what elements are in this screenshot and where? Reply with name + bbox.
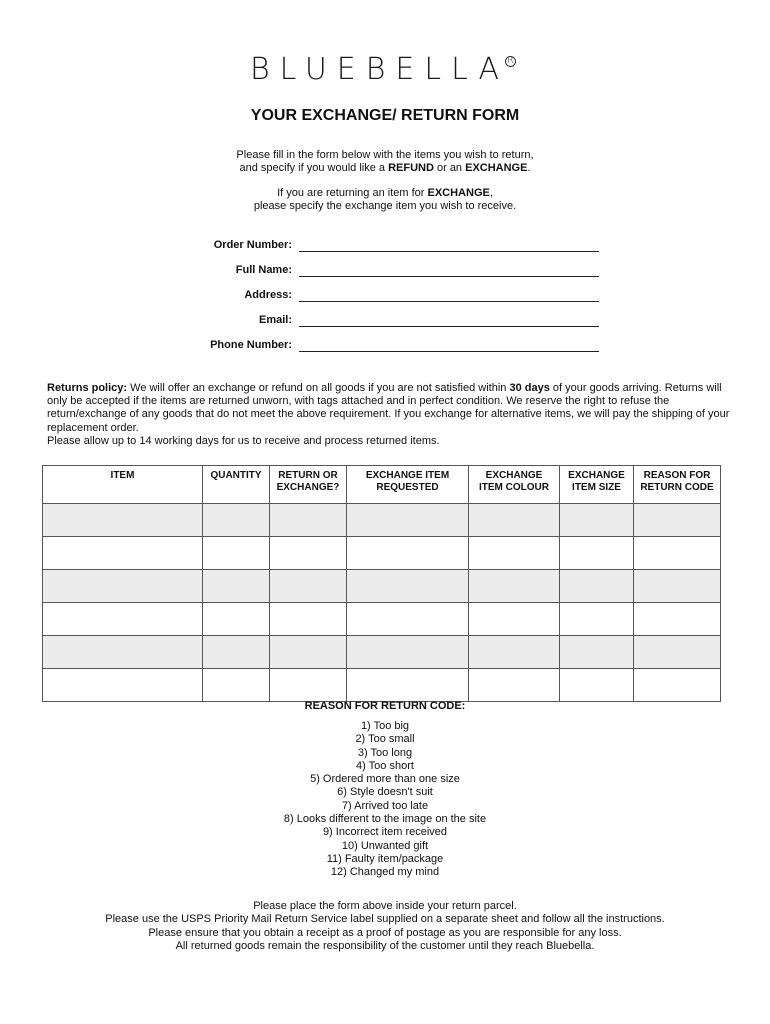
email-label: Email: — [258, 314, 292, 326]
intro-paragraph-2 — [0, 187, 770, 213]
phone-number-row — [0, 338, 770, 356]
order-number-field[interactable] — [299, 251, 599, 252]
address-label: Address: — [244, 289, 292, 301]
table-cell[interactable] — [469, 669, 560, 702]
list-item: 12) Changed my mind — [330, 866, 440, 879]
list-item: 6) Style doesn't suit — [337, 786, 433, 799]
email-field[interactable] — [299, 326, 599, 327]
table-cell[interactable] — [203, 669, 270, 702]
table-cell[interactable] — [469, 504, 560, 537]
table-cell[interactable] — [270, 504, 347, 537]
table-cell[interactable] — [560, 570, 634, 603]
list-item: 4) Too short — [356, 759, 414, 772]
table-row — [43, 537, 721, 570]
full-name-row — [0, 263, 770, 281]
order-number-row — [0, 238, 770, 256]
processing-time-note: Please allow up to 14 working days for us to receive and process returned items. — [47, 434, 440, 447]
footer-line: Please place the form above inside your return parcel. — [253, 900, 517, 912]
table-row — [43, 669, 721, 702]
table-cell[interactable] — [203, 603, 270, 636]
registered-mark-icon: R — [505, 56, 516, 67]
table-cell[interactable] — [270, 570, 347, 603]
table-cell[interactable] — [634, 603, 721, 636]
table-row — [43, 603, 721, 636]
table-header-row — [43, 466, 721, 504]
column-header-exchange-colour: EXCHANGE ITEM COLOUR — [469, 466, 560, 504]
table-cell[interactable] — [270, 669, 347, 702]
table-cell[interactable] — [560, 537, 634, 570]
list-item: 8) Looks different to the image on the site — [283, 813, 487, 826]
table-cell[interactable] — [347, 603, 469, 636]
address-row — [0, 288, 770, 306]
intro-line-3: If you are returning an item for EXCHANGE, — [277, 187, 493, 199]
table-cell[interactable] — [43, 504, 203, 537]
list-item: 11) Faulty item/package — [326, 852, 444, 865]
table-row — [43, 636, 721, 669]
phone-number-label: Phone Number: — [210, 339, 292, 351]
table-cell[interactable] — [560, 504, 634, 537]
footer-line: Please use the USPS Priority Mail Return Service label supplied on a separate sheet and follow all the instructions. — [105, 913, 665, 926]
table-cell[interactable] — [43, 537, 203, 570]
table-cell[interactable] — [560, 669, 634, 702]
footer-line: Please ensure that you obtain a receipt as a proof of postage as you are responsible for any loss. — [148, 926, 622, 939]
column-header-reason-code: REASON FOR RETURN CODE — [634, 466, 721, 504]
intro-line-2: and specify if you would like a REFUND or an EXCHANGE. — [239, 162, 531, 174]
table-row — [43, 570, 721, 603]
table-cell[interactable] — [347, 537, 469, 570]
intro-line-1: Please fill in the form below with the items you wish to return, — [236, 149, 534, 161]
reason-codes-title: REASON FOR RETURN CODE: — [304, 700, 466, 712]
table-cell[interactable] — [347, 636, 469, 669]
footer-line: All returned goods remain the responsibility of the customer until they reach Bluebella. — [175, 940, 595, 953]
table-cell[interactable] — [634, 537, 721, 570]
intro-paragraph-1 — [0, 149, 770, 175]
list-item: 5) Ordered more than one size — [310, 773, 460, 786]
table-cell[interactable] — [203, 537, 270, 570]
table-cell[interactable] — [43, 570, 203, 603]
table-cell[interactable] — [270, 537, 347, 570]
intro-line-4: please specify the exchange item you wish to receive. — [253, 200, 517, 212]
table-cell[interactable] — [469, 603, 560, 636]
full-name-field[interactable] — [299, 276, 599, 277]
returns-policy-heading: Returns policy: — [47, 382, 128, 394]
list-item: 1) Too big — [360, 720, 410, 732]
table-cell[interactable] — [634, 570, 721, 603]
list-item: 3) Too long — [357, 746, 413, 759]
order-number-label: Order Number: — [213, 239, 292, 251]
table-cell[interactable] — [469, 636, 560, 669]
brand-name: BLUEBELLA — [249, 52, 509, 87]
returns-policy-text: Returns policy: We will offer an exchange or refund on all goods if you are not satisfied within 30 days of your goods arriving. Returns will only be accepted if the items are returned unworn, with tags attached and in perfect condition. We reserve the right to refuse the return/exchange of any goods that do not meet the above requirement. If you exchange for alternative items, we will pay the shipping of your replacement order. — [47, 382, 730, 434]
table-cell[interactable] — [469, 537, 560, 570]
column-header-quantity: QUANTITY — [203, 466, 270, 504]
table-cell[interactable] — [203, 570, 270, 603]
table-cell[interactable] — [560, 603, 634, 636]
table-cell[interactable] — [203, 636, 270, 669]
table-cell[interactable] — [347, 669, 469, 702]
column-header-return-or-exchange: RETURN OR EXCHANGE? — [270, 466, 347, 504]
table-cell[interactable] — [43, 603, 203, 636]
reason-codes-list — [0, 720, 770, 880]
footer-instructions — [0, 900, 770, 954]
table-cell[interactable] — [347, 504, 469, 537]
column-header-item: ITEM — [43, 466, 203, 504]
table-cell[interactable] — [270, 636, 347, 669]
table-cell[interactable] — [469, 570, 560, 603]
list-item: 10) Unwanted gift — [341, 839, 429, 852]
email-row — [0, 313, 770, 331]
list-item: 7) Arrived too late — [341, 799, 429, 812]
column-header-exchange-size: EXCHANGE ITEM SIZE — [560, 466, 634, 504]
table-cell[interactable] — [43, 636, 203, 669]
table-cell[interactable] — [203, 504, 270, 537]
brand-logo — [0, 52, 770, 87]
table-cell[interactable] — [347, 570, 469, 603]
table-cell[interactable] — [634, 504, 721, 537]
returns-policy — [47, 382, 737, 448]
list-item: 2) Too small — [355, 733, 415, 746]
full-name-label: Full Name: — [235, 264, 292, 276]
table-cell[interactable] — [43, 669, 203, 702]
table-cell[interactable] — [560, 636, 634, 669]
page-title: YOUR EXCHANGE/ RETURN FORM — [250, 107, 520, 124]
column-header-exchange-item: EXCHANGE ITEM REQUESTED — [347, 466, 469, 504]
table-row — [43, 504, 721, 537]
address-field[interactable] — [299, 301, 599, 302]
phone-number-field[interactable] — [299, 351, 599, 352]
table-cell[interactable] — [270, 603, 347, 636]
list-item: 9) Incorrect item received — [322, 826, 448, 839]
return-items-table — [42, 465, 721, 702]
table-cell[interactable] — [634, 636, 721, 669]
table-cell[interactable] — [634, 669, 721, 702]
